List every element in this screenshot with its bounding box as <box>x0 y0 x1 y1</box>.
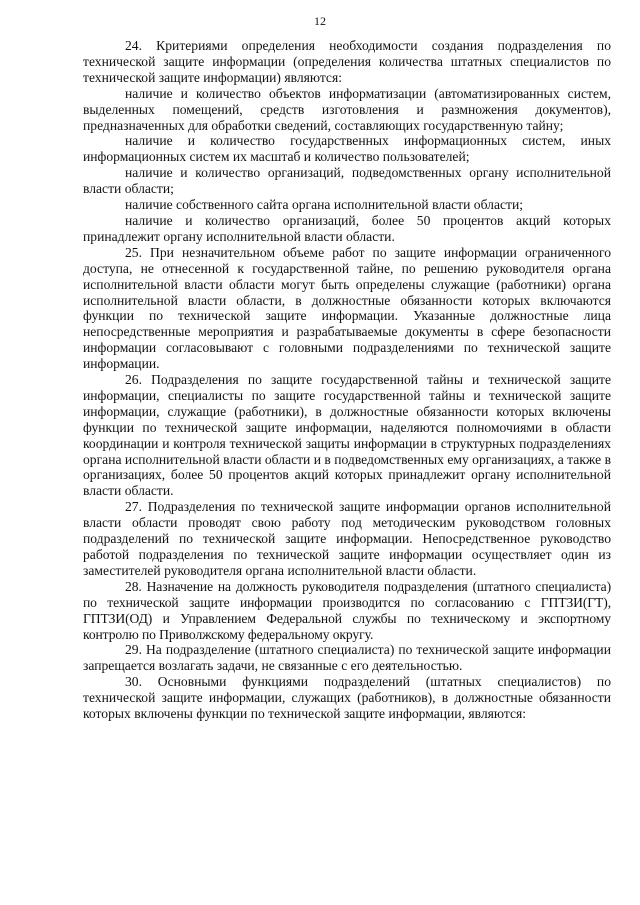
paragraph-25: 25. При незначительном объеме работ по защите информации ограниченного доступа, не отнесенной к государственной тайне, по решению руководителя органа исполнительной власти области могут быть определены служащие (работники) органа исполнительной власти области, в должностные обязанности которых включаются функции по технической защите информации. Указанные должностные лица непосредственные мероприятия и разрабатываемые документы в сфере безопасности информации согласовывают с головными подразделениями по технической защите информации. <box>83 244 611 372</box>
paragraph-30: 30. Основными функциями подразделений (штатных специалистов) по технической защите информации, служащих (работников), в должностные обязанности которых включены функции по технической защите информации, являются: <box>83 674 611 722</box>
list-item-objects: наличие и количество объектов информатизации (автоматизированных систем, выделенных помещений, средств изготовления и размножения документов), предназначенных для обработки сведений, составляющих государственную тайну; <box>83 85 611 133</box>
page-number: 12 <box>314 14 326 28</box>
paragraph-27: 27. Подразделения по технической защите информации органов исполнительной власти области проводят свою работу под методическим руководством головных подразделений по технической защите информации. Непосредственное руководство работой подразделения по технической защите информации осуществляет один из заместителей руководителя органа исполнительной власти области. <box>83 499 611 578</box>
list-item-systems: наличие и количество государственных информационных систем, иных информационных систем их масштаб и количество пользователей; <box>83 133 611 165</box>
document-body <box>83 38 611 722</box>
list-item-organizations: наличие и количество организаций, подведомственных органу исполнительной власти области; <box>83 165 611 197</box>
paragraph-26: 26. Подразделения по защите государственной тайны и технической защите информации, специалисты по защите государственной тайны и технической защите информации, служащие (работники), в должностные обязанности которых включены функции по технической защите информации, наделяются полномочиями в области координации и контроля технической защиты информации в структурных подразделениях органа исполнительной власти области и в подведомственных ему организациях, а также в организациях, более 50 процентов акций которых принадлежит органу исполнительной власти области. <box>83 372 611 499</box>
list-item-shares: наличие и количество организаций, более 50 процентов акций которых принадлежит органу исполнительной власти области. <box>83 212 611 244</box>
paragraph-24: 24. Критериями определения необходимости создания подразделения по технической защите информации (определения количества штатных специалистов по технической защите информации) являются: <box>83 38 611 85</box>
list-item-website: наличие собственного сайта органа исполнительной власти области; <box>125 197 524 213</box>
paragraph-29: 29. На подразделение (штатного специалиста) по технической защите информации запрещается возлагать задачи, не связанные с его деятельностью. <box>83 642 611 674</box>
paragraph-28: 28. Назначение на должность руководителя подразделения (штатного специалиста) по технической защите информации производится по согласованию с ГПТЗИ(ГТ), ГПТЗИ(ОД) и Управлением Федеральной службы по техническому и экспортному контролю по Приволжскому федеральному округу. <box>83 578 611 642</box>
